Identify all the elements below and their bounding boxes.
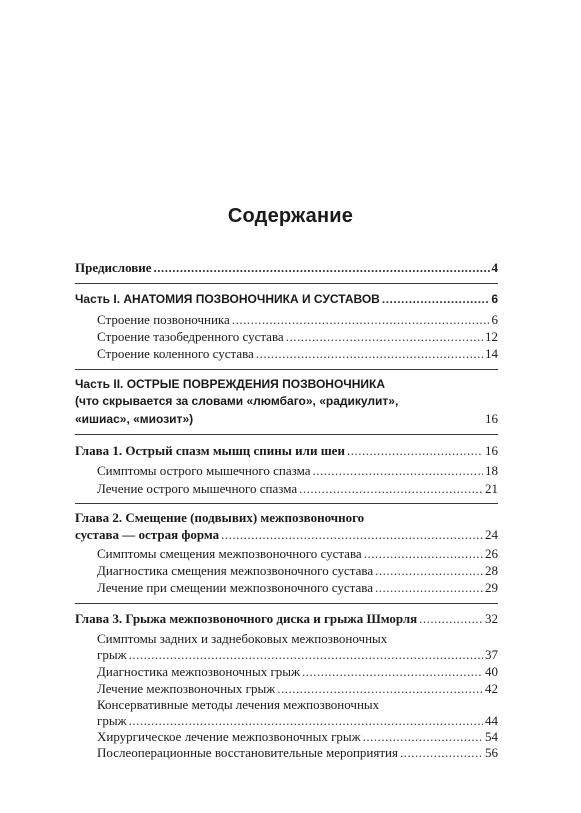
leader-dots [302, 664, 483, 680]
toc-entry-title: грыж [97, 713, 127, 728]
toc-entry-page: 16 [485, 443, 498, 458]
toc-entry-page: 37 [485, 647, 498, 662]
toc-subentry[interactable] [97, 713, 498, 730]
toc-entry-title: сустава — острая форма [75, 527, 220, 542]
leader-dots [129, 647, 483, 663]
toc-subentry[interactable] [97, 745, 498, 762]
toc-entry-page: 12 [485, 329, 498, 344]
toc-entry-page: 14 [485, 346, 498, 361]
toc-entry-title: Симптомы острого мышечного спазма [97, 463, 311, 478]
toc-entry-title: Диагностика смещения межпозвоночного сустава [97, 563, 374, 578]
toc-entry-title: Лечение при смещении межпозвоночного сустава [97, 580, 373, 595]
toc-entry-title: Строение коленного сустава [97, 346, 254, 361]
leader-dots [154, 260, 490, 276]
toc-subentry[interactable] [97, 346, 498, 363]
leader-dots [221, 527, 483, 543]
toc-entry-title: Глава 3. Грыжа межпозвоночного диска и грыжа Шморля [75, 611, 418, 626]
toc-subentry[interactable] [97, 729, 498, 746]
toc-subentry-line-1[interactable]: Симптомы задних и заднебоковых межпозвоночных [97, 631, 388, 646]
toc-entry-title: Хирургическое лечение межпозвоночных грыж [97, 729, 361, 744]
leader-dots [419, 611, 483, 627]
leader-dots [256, 346, 483, 362]
toc-entry-title: Лечение острого мышечного спазма [97, 481, 298, 496]
section-divider [75, 603, 498, 604]
toc-entry-page: 29 [485, 580, 498, 595]
toc-entry-page: 26 [485, 546, 498, 561]
leader-dots [347, 443, 483, 459]
toc-entry-page: 21 [485, 481, 498, 496]
leader-dots [313, 463, 483, 479]
toc-entry-title: Послеоперационные восстановительные мероприятия [97, 745, 398, 760]
toc-entry-page: 4 [491, 260, 498, 275]
toc-entry-part-2[interactable] [75, 411, 498, 428]
toc-entry-title: Строение позвоночника [97, 312, 230, 327]
leader-dots [382, 292, 489, 306]
toc-entry-title: Строение тазобедренного сустава [97, 329, 284, 344]
leader-dots [363, 729, 483, 745]
toc-entry-part-2-line-2[interactable]: (что скрывается за словами «люмбаго», «радикулит», [75, 394, 399, 408]
toc-entry-title: грыж [97, 647, 127, 662]
leader-dots [400, 745, 483, 761]
section-divider [75, 503, 498, 504]
toc-subentry-line-1[interactable]: Консервативные методы лечения межпозвоночных [97, 697, 380, 712]
toc-entry-chapter-1[interactable] [75, 443, 498, 460]
toc-entry-title: «ишиас», «миозит») [75, 412, 194, 426]
page-title: Содержание [227, 205, 354, 227]
toc-entry-title: Глава 1. Острый спазм мышц спины или шеи [75, 443, 345, 458]
toc-entry-title: Часть I. АНАТОМИЯ ПОЗВОНОЧНИКА И СУСТАВОВ [75, 292, 380, 306]
toc-entry-page: 16 [485, 411, 498, 426]
toc-entry-page: 6 [491, 312, 498, 327]
toc-entry-chapter-2[interactable] [75, 527, 498, 544]
leader-dots [232, 312, 490, 328]
toc-subentry[interactable] [97, 329, 498, 346]
toc-entry-preface[interactable] [75, 260, 498, 277]
toc-entry-part-2-line-1[interactable]: Часть II. ОСТРЫЕ ПОВРЕЖДЕНИЯ ПОЗВОНОЧНИКА [75, 377, 385, 391]
toc-subentry[interactable] [97, 664, 498, 681]
section-divider [75, 434, 498, 435]
toc-entry-page: 18 [485, 463, 498, 478]
section-divider [75, 283, 498, 284]
toc-entry-page: 6 [491, 292, 498, 306]
leader-dots [277, 681, 483, 697]
toc-entry-page: 40 [485, 664, 498, 679]
toc-subentry[interactable] [97, 580, 498, 597]
leader-dots [375, 580, 483, 596]
toc-entry-title: Лечение межпозвоночных грыж [97, 681, 276, 696]
toc-entry-page: 24 [485, 527, 498, 542]
leader-dots [375, 563, 483, 579]
toc-subentry[interactable] [97, 546, 498, 563]
leader-dots [286, 329, 483, 345]
toc-entry-title: Предисловие [75, 260, 152, 275]
toc-entry-title: Диагностика межпозвоночных грыж [97, 664, 301, 679]
toc-entry-part-1[interactable] [75, 292, 498, 309]
section-divider [75, 369, 498, 370]
leader-dots [299, 481, 483, 497]
toc-entry-page: 56 [485, 745, 498, 760]
toc-entry-page: 54 [485, 729, 498, 744]
toc-entry-chapter-3[interactable] [75, 611, 498, 628]
toc-subentry[interactable] [97, 647, 498, 664]
leader-dots [129, 713, 483, 729]
toc-subentry[interactable] [97, 463, 498, 480]
toc-subentry[interactable] [97, 681, 498, 698]
toc-entry-page: 44 [485, 713, 498, 728]
toc-entry-title: Симптомы смещения межпозвоночного сустава [97, 546, 362, 561]
toc-subentry[interactable] [97, 481, 498, 498]
toc-entry-page: 42 [485, 681, 498, 696]
toc-subentry[interactable] [97, 563, 498, 580]
toc-entry-chapter-2-line-1[interactable]: Глава 2. Смещение (подвывих) межпозвоночного [75, 510, 365, 525]
leader-dots [364, 546, 483, 562]
toc-entry-page: 32 [485, 611, 498, 626]
toc-entry-page: 28 [485, 563, 498, 578]
toc-subentry[interactable] [97, 312, 498, 329]
